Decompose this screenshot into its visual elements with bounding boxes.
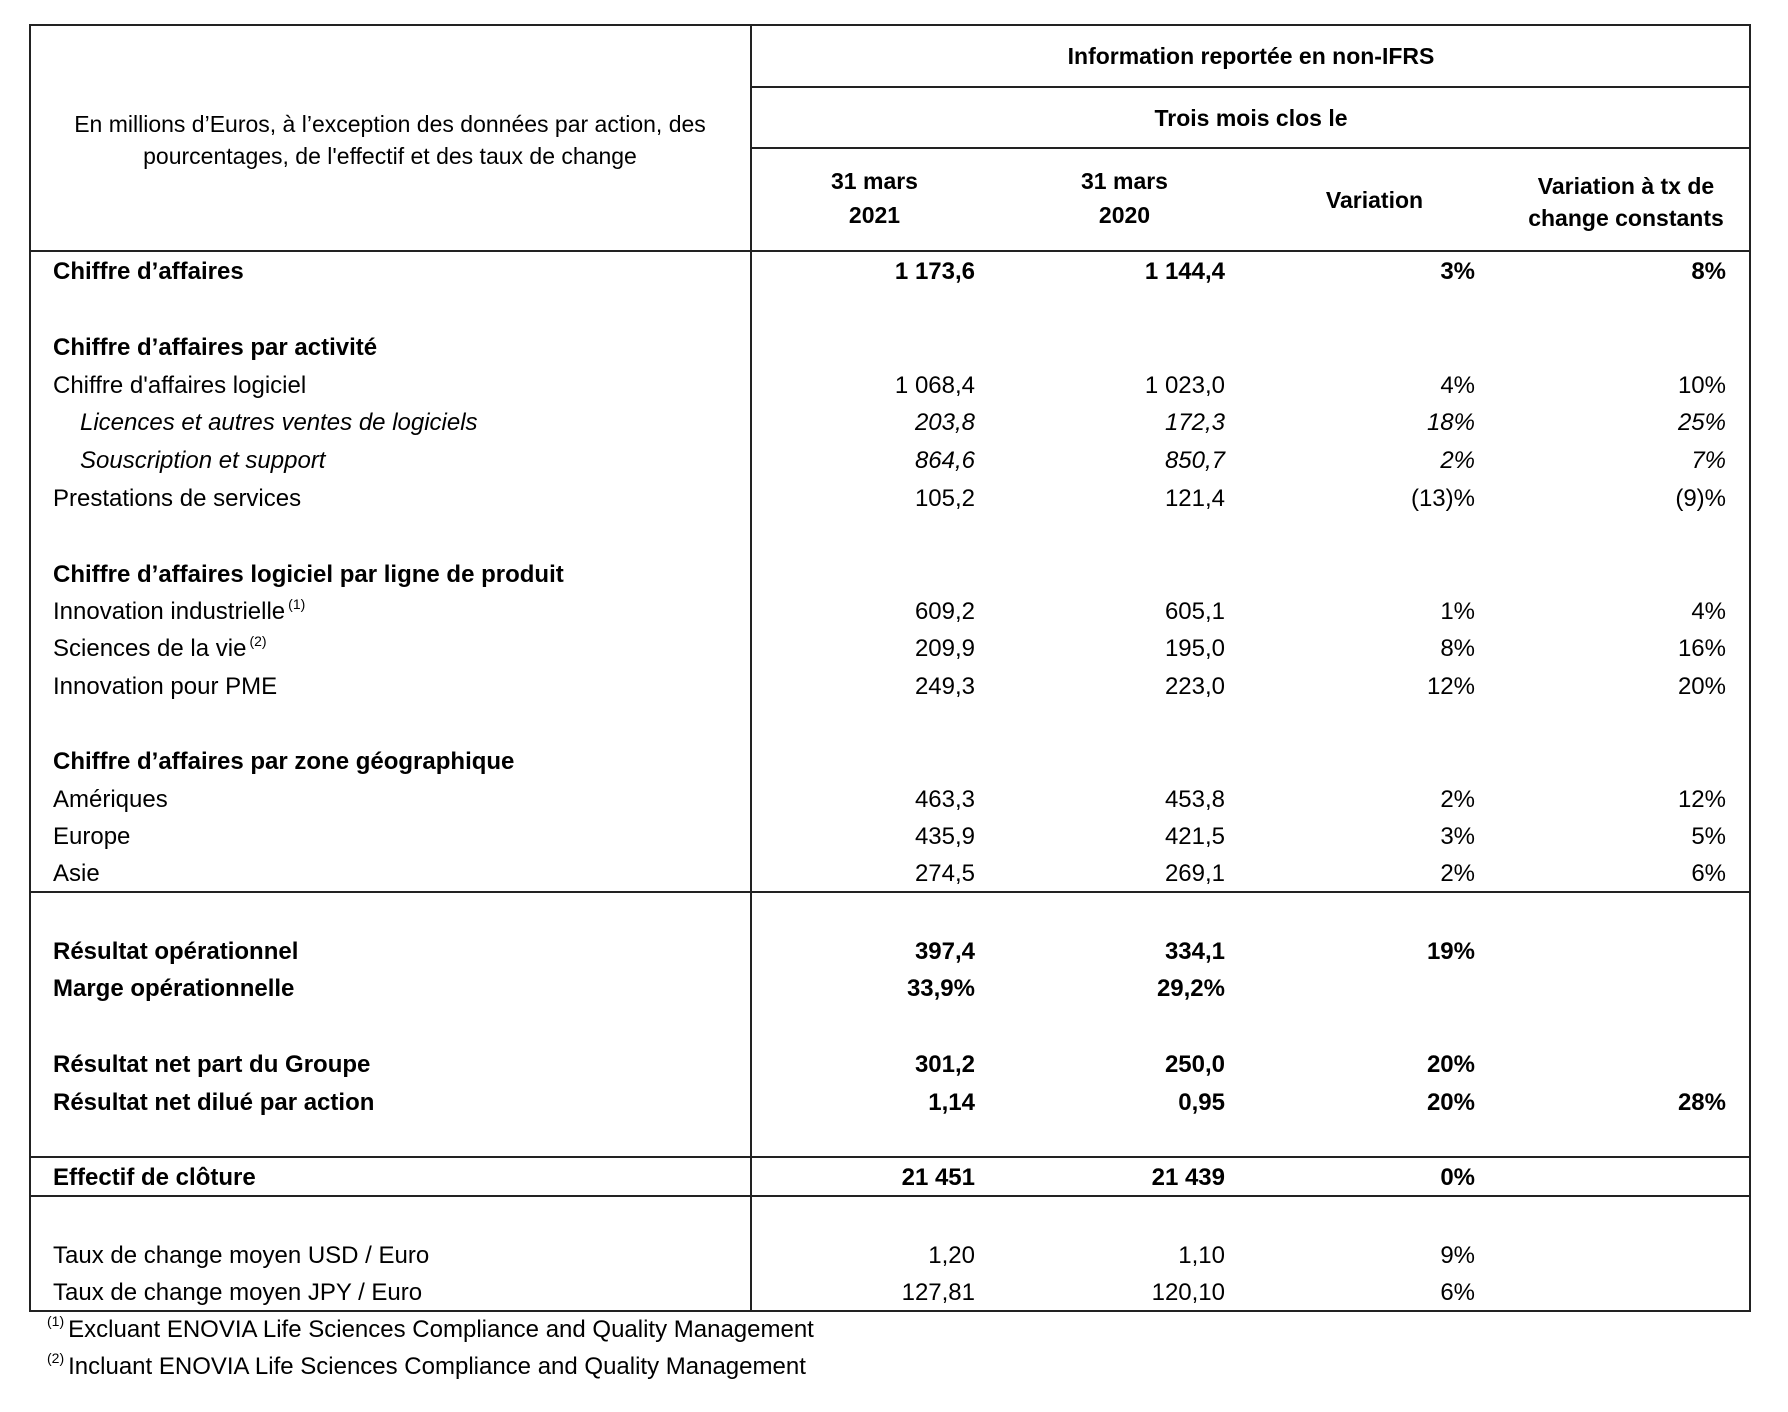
- section-rule: [29, 1195, 1751, 1197]
- col-header-variation-cc: [1502, 170, 1750, 234]
- cell-variation-cc: 10%: [1677, 372, 1726, 399]
- cell-2020: 1 144,4: [1144, 258, 1225, 285]
- row-label: Souscription et support: [80, 447, 326, 474]
- section-rule: [29, 1156, 1751, 1158]
- footnote-marker: (2): [249, 633, 267, 649]
- cell-variation: 9%: [1440, 1242, 1475, 1269]
- header-bottom-rule: [29, 250, 1751, 252]
- cell-2021: 864,6: [914, 447, 975, 474]
- row-label: [53, 598, 305, 626]
- cell-2020: 120,10: [1151, 1279, 1225, 1306]
- cell-2021: 21 451: [901, 1164, 975, 1191]
- row-label: Marge opérationnelle: [53, 975, 295, 1002]
- section-rule: [29, 891, 1751, 893]
- cell-variation: 2%: [1440, 447, 1475, 474]
- row-label: Amériques: [53, 786, 168, 813]
- cell-2021: 1,14: [928, 1089, 975, 1116]
- cell-variation: 1%: [1440, 598, 1475, 625]
- cell-variation: 3%: [1440, 258, 1475, 285]
- section-heading: Chiffre d’affaires logiciel par ligne de produit: [53, 561, 564, 588]
- row-label: Effectif de clôture: [53, 1164, 256, 1191]
- cell-2020: 0,95: [1178, 1089, 1225, 1116]
- cell-variation-cc: 7%: [1691, 447, 1726, 474]
- row-label: Prestations de services: [53, 485, 302, 512]
- cell-variation: 20%: [1426, 1089, 1475, 1116]
- cell-2021: 435,9: [914, 823, 975, 850]
- row-label-text: Innovation industrielle: [53, 598, 286, 625]
- cell-2021: 33,9%: [906, 975, 975, 1002]
- row-label: Chiffre d'affaires logiciel: [53, 372, 307, 399]
- footnote-marker: (1): [288, 596, 306, 612]
- reporting-basis: Information reportée en non-IFRS: [1067, 43, 1435, 69]
- cell-2020: 121,4: [1164, 485, 1225, 512]
- cell-variation: (13)%: [1410, 485, 1475, 512]
- footnote-text: Excluant ENOVIA Life Sciences Compliance and Quality Management: [68, 1316, 814, 1343]
- col-header-2020: [1002, 164, 1247, 232]
- row-label: Taux de change moyen JPY / Euro: [53, 1279, 423, 1306]
- units-note: [40, 108, 740, 172]
- cell-2020: 21 439: [1151, 1164, 1225, 1191]
- col-header-2021: [752, 164, 997, 232]
- cell-2021: 609,2: [914, 598, 975, 625]
- cell-variation-cc: 12%: [1677, 786, 1726, 813]
- col-header-2020-line1: 31 mars: [1081, 168, 1168, 194]
- cell-variation: 2%: [1440, 786, 1475, 813]
- footnote-marker: (2): [47, 1350, 65, 1366]
- row-label: [53, 635, 267, 663]
- cell-variation-cc: (9)%: [1675, 485, 1726, 512]
- cell-variation: 19%: [1426, 938, 1475, 965]
- row-label: Taux de change moyen USD / Euro: [53, 1242, 430, 1269]
- header-rule: [750, 147, 1751, 149]
- row-label: Licences et autres ventes de logiciels: [80, 409, 478, 436]
- cell-variation-cc: 4%: [1691, 598, 1726, 625]
- cell-2021: 1,20: [928, 1242, 975, 1269]
- row-label: Résultat opérationnel: [53, 938, 299, 965]
- cell-2021: 274,5: [914, 860, 975, 887]
- cell-2021: 105,2: [914, 485, 975, 512]
- cell-2021: 203,8: [914, 409, 975, 436]
- cell-2020: 250,0: [1164, 1051, 1225, 1078]
- header-rule: [750, 86, 1751, 88]
- cell-variation-cc: 5%: [1691, 823, 1726, 850]
- cell-2020: 172,3: [1164, 409, 1225, 436]
- row-label: Résultat net dilué par action: [53, 1089, 375, 1116]
- row-label: Chiffre d’affaires: [53, 258, 244, 285]
- cell-2020: 453,8: [1164, 786, 1225, 813]
- section-heading: Chiffre d’affaires par zone géographique: [53, 748, 515, 775]
- cell-2020: 195,0: [1164, 635, 1225, 662]
- cell-variation: 18%: [1426, 409, 1475, 436]
- cell-2020: 223,0: [1164, 673, 1225, 700]
- cell-2020: 850,7: [1164, 447, 1225, 474]
- cell-2020: 1,10: [1178, 1242, 1225, 1269]
- cell-2021: 249,3: [914, 673, 975, 700]
- col-header-2020-line2: 2020: [1098, 202, 1151, 228]
- cell-variation-cc: 28%: [1677, 1089, 1726, 1116]
- cell-2021: 1 173,6: [894, 258, 975, 285]
- cell-variation: 8%: [1440, 635, 1475, 662]
- cell-2021: 397,4: [914, 938, 975, 965]
- units-note-line1: En millions d’Euros, à l’exception des données par action, des: [74, 111, 706, 137]
- cell-variation-cc: 16%: [1677, 635, 1726, 662]
- row-label: Résultat net part du Groupe: [53, 1051, 371, 1078]
- row-label: Europe: [53, 823, 131, 850]
- col-header-variation: [1252, 186, 1497, 214]
- col-header-variation-cc-line2: change constants: [1528, 205, 1724, 231]
- cell-2020: 334,1: [1164, 938, 1225, 965]
- cell-variation-cc: 6%: [1691, 860, 1726, 887]
- cell-variation: 12%: [1426, 673, 1475, 700]
- col-header-variation-line1: Variation: [1325, 187, 1424, 213]
- cell-variation: 20%: [1426, 1051, 1475, 1078]
- cell-2021: 463,3: [914, 786, 975, 813]
- section-heading: Chiffre d’affaires par activité: [53, 334, 378, 361]
- cell-variation-cc: 25%: [1677, 409, 1726, 436]
- footnote-text: Incluant ENOVIA Life Sciences Compliance and Quality Management: [68, 1353, 806, 1380]
- cell-2021: 1 068,4: [894, 372, 975, 399]
- footnote-2: [47, 1350, 806, 1381]
- cell-variation: 0%: [1440, 1164, 1475, 1191]
- col-header-2021-line2: 2021: [848, 202, 901, 228]
- cell-variation: 3%: [1440, 823, 1475, 850]
- row-label: Innovation pour PME: [53, 673, 278, 700]
- cell-2020: 605,1: [1164, 598, 1225, 625]
- footnote-1: [47, 1313, 814, 1344]
- cell-2020: 421,5: [1164, 823, 1225, 850]
- cell-variation: 4%: [1440, 372, 1475, 399]
- cell-variation-cc: 8%: [1691, 258, 1726, 285]
- row-label-text: Sciences de la vie: [53, 635, 247, 662]
- cell-2020: 29,2%: [1156, 975, 1225, 1002]
- row-label: Asie: [53, 860, 100, 887]
- footnote-marker: (1): [47, 1313, 65, 1329]
- units-note-line2: pourcentages, de l'effectif et des taux de change: [143, 143, 637, 169]
- cell-2020: 269,1: [1164, 860, 1225, 887]
- period-heading: Trois mois clos le: [1154, 105, 1348, 131]
- cell-2021: 209,9: [914, 635, 975, 662]
- cell-2020: 1 023,0: [1144, 372, 1225, 399]
- cell-variation: 6%: [1440, 1279, 1475, 1306]
- cell-variation-cc: 20%: [1677, 673, 1726, 700]
- cell-2021: 301,2: [914, 1051, 975, 1078]
- col-header-2021-line1: 31 mars: [831, 168, 918, 194]
- cell-2021: 127,81: [901, 1279, 975, 1306]
- cell-variation: 2%: [1440, 860, 1475, 887]
- col-header-variation-cc-line1: Variation à tx de: [1537, 173, 1715, 199]
